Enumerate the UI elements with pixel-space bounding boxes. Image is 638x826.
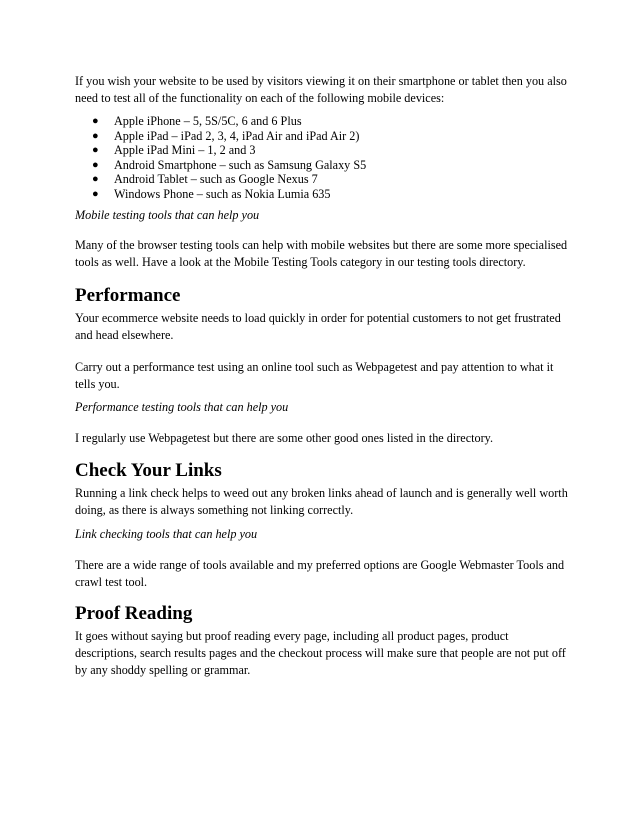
mobile-tools-paragraph: Many of the browser testing tools can help with mobile websites but there are some more specialised tools as well. Have a look at the Mobile Testing Tools category in our testing tools directory.: [75, 238, 568, 269]
performance-paragraph-2: Carry out a performance test using an online tool such as Webpagetest and pay attention to what it tells you.: [75, 360, 554, 391]
bullet-icon: ●: [92, 173, 99, 185]
bullet-icon: ●: [92, 115, 99, 127]
mobile-tools-heading: Mobile testing tools that can help you: [75, 208, 260, 222]
list-item: ● Android Tablet – such as Google Nexus 7: [92, 172, 318, 186]
list-item: ● Apple iPad Mini – 1, 2 and 3: [92, 143, 256, 157]
bullet-icon: ●: [92, 158, 99, 171]
links-paragraph-1: Running a link check helps to weed out any broken links ahead of launch and is generally well worth doing, as there is always something not linking correctly.: [75, 486, 568, 517]
document-page: [75, 73, 570, 679]
links-paragraph-2: There are a wide range of tools available and my preferred options are Google Webmaster Tools and crawl test tool.: [75, 558, 565, 589]
device-list: [75, 114, 570, 201]
performance-paragraph-3: I regularly use Webpagetest but there are some other good ones listed in the directory.: [75, 431, 493, 445]
intro-paragraph: If you wish your website to be used by visitors viewing it on their smartphone or tablet then you also need to test all of the functionality on each of the following mobile devices:: [75, 74, 567, 105]
proof-reading-heading: Proof Reading: [75, 603, 193, 624]
performance-paragraph-1: Your ecommerce website needs to load quickly in order for potential customers to not get frustrated and head elsewhere.: [75, 311, 561, 342]
list-item: ● Android Smartphone – such as Samsung Galaxy S5: [92, 157, 367, 172]
list-item: ● Apple iPad – iPad 2, 3, 4, iPad Air and iPad Air 2): [92, 128, 360, 143]
list-item: ● Windows Phone – such as Nokia Lumia 635: [92, 186, 331, 201]
bullet-icon: ●: [92, 187, 99, 200]
performance-heading: Performance: [75, 285, 181, 306]
bullet-icon: ●: [92, 144, 99, 156]
links-heading: Check Your Links: [75, 460, 222, 481]
links-tools-heading: Link checking tools that can help you: [75, 527, 258, 541]
bullet-icon: ●: [92, 129, 99, 142]
proof-reading-paragraph: It goes without saying but proof reading every page, including all product pages, product descriptions, search results pages and the checkout process will make sure that people are not put off by any shoddy spelling or grammar.: [75, 629, 566, 677]
list-item: ● Apple iPhone – 5, 5S/5C, 6 and 6 Plus: [92, 114, 302, 128]
performance-tools-heading: Performance testing tools that can help you: [75, 400, 289, 414]
